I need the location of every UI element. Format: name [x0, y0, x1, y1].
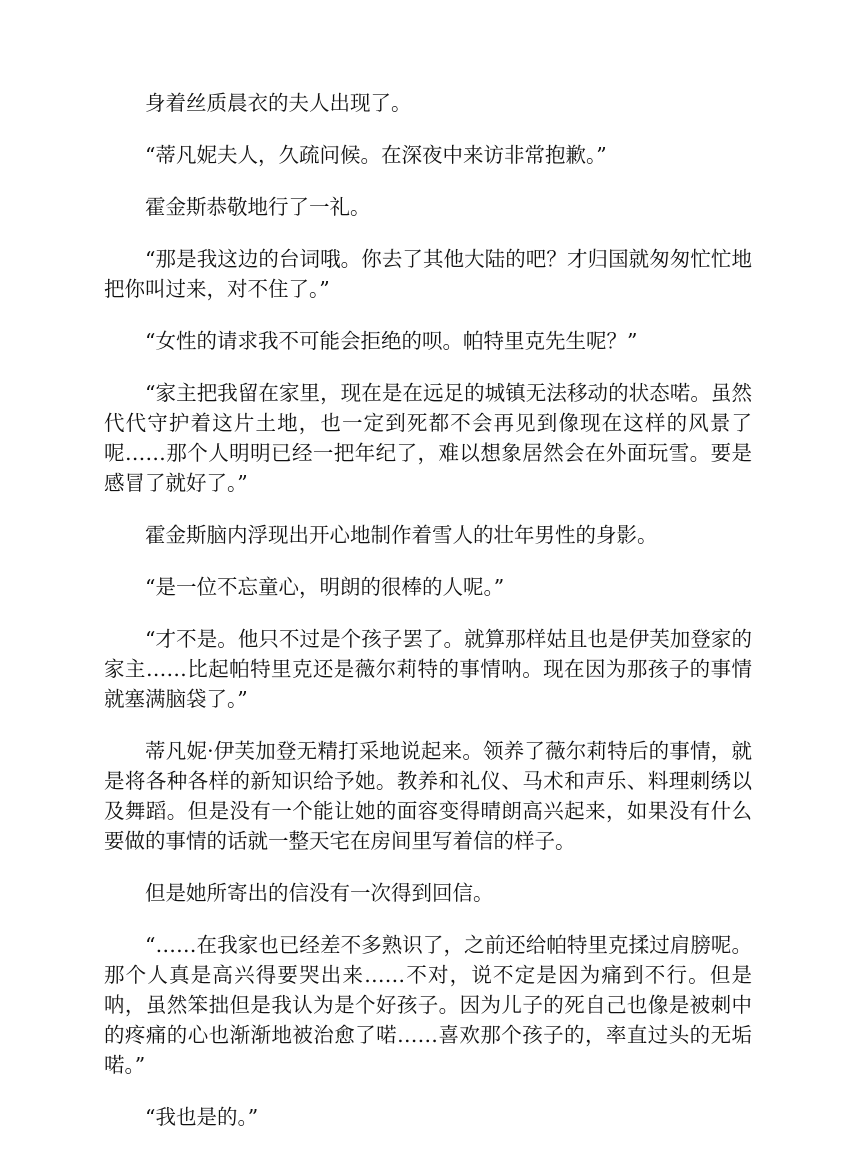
paragraph: 霍金斯恭敬地行了一礼。: [145, 195, 371, 219]
paragraph: 蒂凡妮·伊芙加登无精打采地说起来。领养了薇尔莉特后的事情，就是将各种各样的新知识给予她。教养和礼仪、马术和声乐、料理刺绣以及舞蹈。但是没有一个能让她的面容变得晴朗高兴起来，如果没有什么要做的事情的话就一整天宅在房间里写着信的样子。: [104, 739, 752, 853]
paragraph: 但是她所寄出的信没有一次得到回信。: [145, 881, 494, 905]
paragraph: “那是我这边的台词哦。你去了其他大陆的吧？才归国就匆匆忙忙地把你叫过来，对不住了。”: [104, 247, 752, 301]
paragraph: “……在我家也已经差不多熟识了，之前还给帕特里克揉过肩膀呢。那个人真是高兴得要哭出来……不对，说不定是因为痛到不行。但是呐，虽然笨拙但是我认为是个好孩子。因为儿子的死自己也像是被刺中的疼痛的心也渐渐地被治愈了喏……喜欢那个孩子的，率直过头的无垢喏。”: [104, 933, 752, 1077]
paragraph: “我也是的。”: [145, 1105, 259, 1129]
paragraph: “蒂凡妮夫人，久疏问候。在深夜中来访非常抱歉。”: [145, 143, 607, 167]
paragraph: “女性的请求我不可能会拒绝的呗。帕特里克先生呢？”: [145, 329, 638, 353]
paragraph: “是一位不忘童心，明朗的很棒的人呢。”: [145, 575, 505, 599]
document-page: [104, 88, 752, 1154]
paragraph: 霍金斯脑内浮现出开心地制作着雪人的壮年男性的身影。: [145, 523, 658, 547]
paragraph: 身着丝质晨衣的夫人出现了。: [145, 91, 412, 115]
paragraph: “家主把我留在家里，现在是在远足的城镇无法移动的状态喏。虽然代代守护着这片土地，也一定到死都不会再见到像现在这样的风景了呢……那个人明明已经一把年纪了，难以想象居然会在外面玩雪。要是感冒了就好了。”: [104, 381, 752, 495]
paragraph: “才不是。他只不过是个孩子罢了。就算那样姑且也是伊芙加登家的家主……比起帕特里克还是薇尔莉特的事情呐。现在因为那孩子的事情就塞满脑袋了。”: [104, 627, 752, 711]
